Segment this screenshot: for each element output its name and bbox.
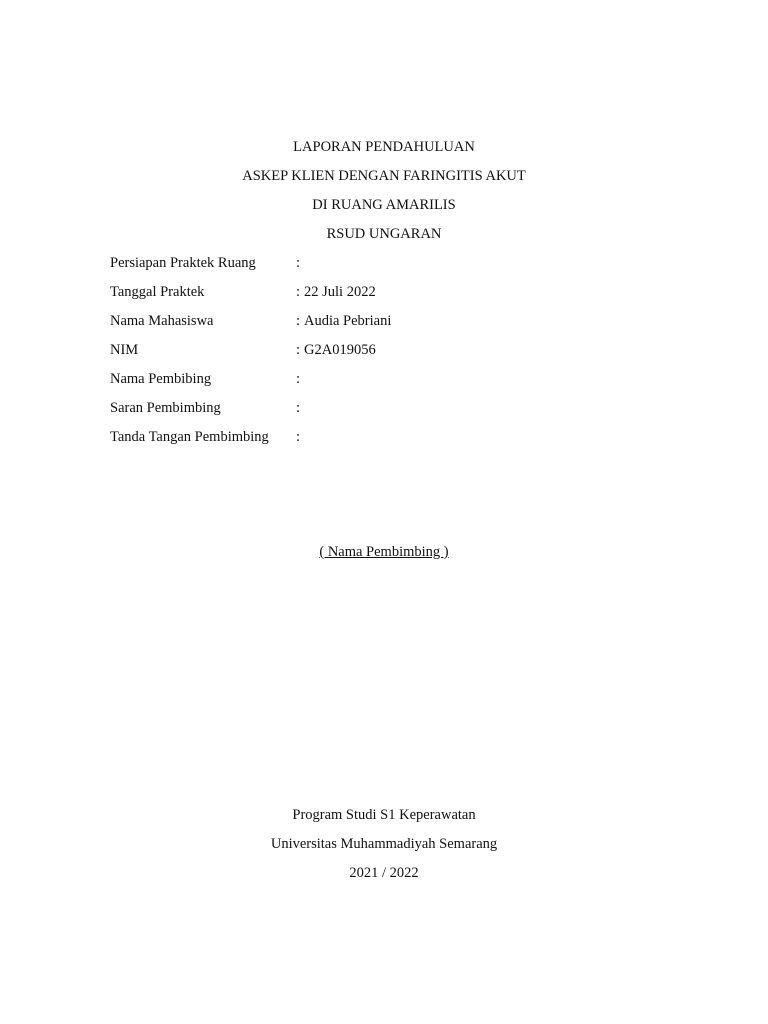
field-colon: : bbox=[296, 429, 301, 445]
field-colon: : bbox=[296, 400, 301, 416]
field-label: Persiapan Praktek Ruang bbox=[110, 255, 256, 271]
field-label: Tanda Tangan Pembimbing bbox=[110, 429, 269, 445]
field-label: Nama Pembibing bbox=[110, 371, 212, 387]
document-subtitle: ASKEP KLIEN DENGAN FARINGITIS AKUT bbox=[242, 168, 526, 184]
footer-university: Universitas Muhammadiyah Semarang bbox=[270, 836, 498, 852]
document-location: DI RUANG AMARILIS bbox=[312, 197, 456, 213]
field-row-nim bbox=[110, 341, 670, 361]
field-row-persiapan bbox=[110, 254, 670, 274]
footer-year: 2021 / 2022 bbox=[349, 865, 419, 881]
field-row-tanda-tangan bbox=[110, 428, 670, 448]
field-row-nama-pembibing bbox=[110, 370, 670, 390]
field-colon: : bbox=[296, 342, 301, 358]
field-row-saran-pembimbing bbox=[110, 399, 670, 419]
field-colon: : bbox=[296, 284, 301, 300]
field-row-nama-mahasiswa bbox=[110, 312, 670, 332]
document-title: LAPORAN PENDAHULUAN bbox=[293, 139, 475, 155]
field-label: NIM bbox=[110, 342, 139, 358]
field-colon: : bbox=[296, 255, 301, 271]
signature-name: ( Nama Pembimbing ) bbox=[319, 544, 449, 560]
field-row-tanggal bbox=[110, 283, 670, 303]
field-colon: : bbox=[296, 371, 301, 387]
field-colon: : bbox=[296, 313, 301, 329]
field-label: Tanggal Praktek bbox=[110, 284, 205, 300]
field-value: G2A019056 bbox=[304, 342, 376, 358]
footer-program: Program Studi S1 Keperawatan bbox=[292, 807, 476, 823]
document-hospital: RSUD UNGARAN bbox=[326, 226, 442, 242]
field-value: 22 Juli 2022 bbox=[304, 284, 376, 300]
field-label: Saran Pembimbing bbox=[110, 400, 221, 416]
signature-block bbox=[0, 543, 768, 561]
field-label: Nama Mahasiswa bbox=[110, 313, 214, 329]
field-value: Audia Pebriani bbox=[304, 313, 392, 329]
